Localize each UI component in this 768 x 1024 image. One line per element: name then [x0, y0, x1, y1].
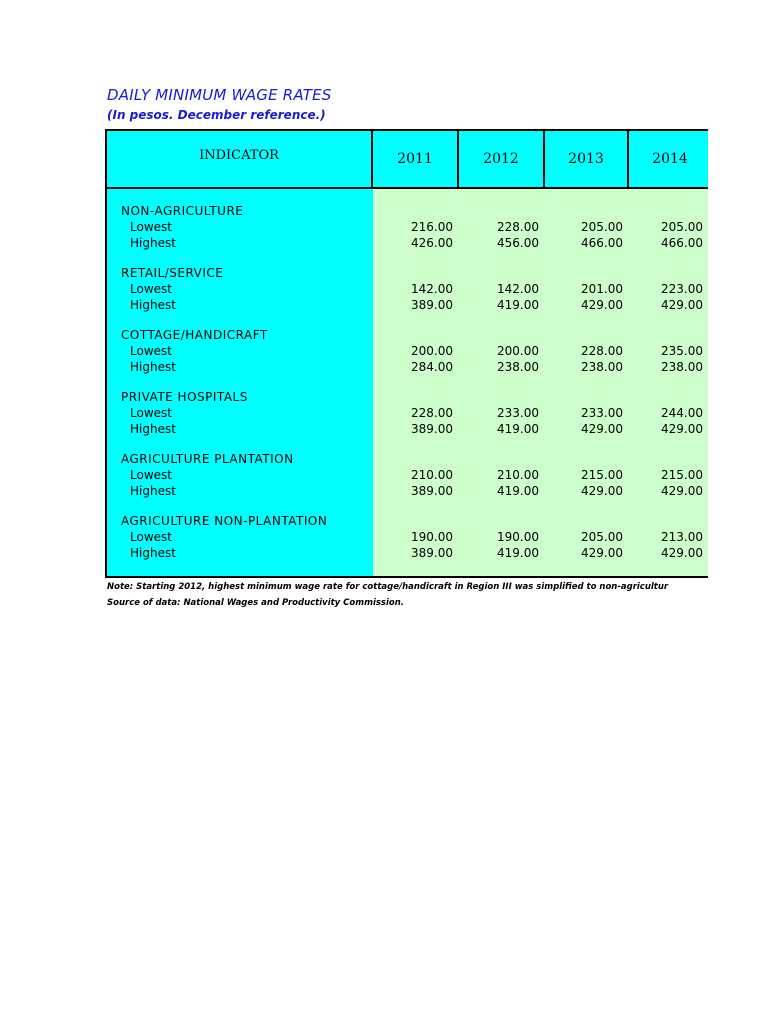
value-cell-2014: 429.00	[661, 483, 703, 498]
category-row	[105, 452, 708, 467]
value-cell-2011: 142.00	[411, 282, 453, 296]
wage-table	[105, 129, 708, 578]
value-cell-2013: 429.00	[581, 421, 623, 436]
table-row	[105, 236, 708, 251]
header-year-2011: 2011	[373, 129, 459, 189]
value-cell-2014: 429.00	[661, 421, 703, 436]
value-cell-2014: 215.00	[661, 468, 703, 482]
table-row	[105, 344, 708, 359]
table-row	[105, 298, 708, 313]
table-row	[105, 406, 708, 421]
value-cell-2013: 429.00	[581, 483, 623, 498]
value-cell-2012: 419.00	[497, 545, 539, 560]
row-label: Lowest	[130, 406, 172, 420]
category-row	[105, 328, 708, 343]
category-label: RETAIL/SERVICE	[121, 266, 224, 280]
table-row	[105, 422, 708, 437]
table-row	[105, 282, 708, 297]
value-cell-2012: 419.00	[497, 421, 539, 436]
value-cell-2011: 389.00	[411, 297, 453, 312]
value-cell-2013: 215.00	[581, 468, 623, 482]
value-cell-2012: 419.00	[497, 483, 539, 498]
row-label: Highest	[130, 235, 176, 250]
row-label: Highest	[130, 297, 176, 312]
category-row	[105, 390, 708, 405]
category-label: COTTAGE/HANDICRAFT	[121, 328, 268, 342]
category-row	[105, 514, 708, 529]
category-label: PRIVATE HOSPITALS	[121, 390, 248, 404]
value-cell-2012: 238.00	[497, 359, 539, 374]
row-label: Highest	[130, 359, 176, 374]
value-cell-2011: 284.00	[411, 359, 453, 374]
value-cell-2013: 228.00	[581, 344, 623, 358]
value-cell-2014: 213.00	[661, 530, 703, 544]
table-row	[105, 468, 708, 483]
value-cell-2011: 389.00	[411, 421, 453, 436]
value-cell-2011: 200.00	[411, 344, 453, 358]
row-label: Highest	[130, 483, 176, 498]
header-year-2014: 2014	[629, 129, 708, 189]
row-label: Lowest	[130, 530, 172, 544]
category-row	[105, 266, 708, 281]
table-row	[105, 220, 708, 235]
category-row	[105, 204, 708, 219]
value-cell-2011: 216.00	[411, 220, 453, 234]
value-cell-2014: 235.00	[661, 344, 703, 358]
value-cell-2014: 205.00	[661, 220, 703, 234]
table-title: DAILY MINIMUM WAGE RATES	[107, 86, 332, 104]
value-cell-2014: 429.00	[661, 545, 703, 560]
table-note: Note: Starting 2012, highest minimum wage rate for cottage/handicraft in Region III was simplified to non-agricultur	[107, 582, 669, 592]
row-label: Highest	[130, 545, 176, 560]
value-cell-2013: 238.00	[581, 359, 623, 374]
value-cell-2012: 456.00	[497, 235, 539, 250]
value-cell-2011: 228.00	[411, 406, 453, 420]
value-cell-2012: 210.00	[497, 468, 539, 482]
row-label: Lowest	[130, 468, 172, 482]
row-label: Lowest	[130, 344, 172, 358]
value-cell-2014: 244.00	[661, 406, 703, 420]
value-cell-2014: 466.00	[661, 235, 703, 250]
value-cell-2013: 205.00	[581, 530, 623, 544]
value-cell-2014: 238.00	[661, 359, 703, 374]
value-cell-2013: 205.00	[581, 220, 623, 234]
row-label: Lowest	[130, 220, 172, 234]
data-source: Source of data: National Wages and Productivity Commission.	[107, 598, 405, 608]
value-cell-2011: 190.00	[411, 530, 453, 544]
value-cell-2013: 429.00	[581, 297, 623, 312]
header-indicator: INDICATOR	[105, 129, 373, 189]
header-year-2013: 2013	[545, 129, 629, 189]
value-cell-2013: 429.00	[581, 545, 623, 560]
category-label: AGRICULTURE NON-PLANTATION	[121, 514, 328, 528]
table-subtitle: (In pesos. December reference.)	[107, 108, 326, 122]
table-row	[105, 530, 708, 545]
table-row	[105, 546, 708, 561]
row-label: Lowest	[130, 282, 172, 296]
row-label: Highest	[130, 421, 176, 436]
value-cell-2012: 228.00	[497, 220, 539, 234]
header-year-2012: 2012	[459, 129, 545, 189]
value-cell-2011: 389.00	[411, 483, 453, 498]
value-cell-2013: 233.00	[581, 406, 623, 420]
value-cell-2014: 223.00	[661, 282, 703, 296]
value-cell-2011: 389.00	[411, 545, 453, 560]
category-label: AGRICULTURE PLANTATION	[121, 452, 294, 466]
value-cell-2012: 233.00	[497, 406, 539, 420]
table-row	[105, 484, 708, 499]
value-cell-2011: 426.00	[411, 235, 453, 250]
value-cell-2012: 190.00	[497, 530, 539, 544]
category-label: NON-AGRICULTURE	[121, 204, 244, 218]
table-bottom-border	[105, 576, 708, 578]
value-cell-2013: 466.00	[581, 235, 623, 250]
value-cell-2012: 200.00	[497, 344, 539, 358]
value-cell-2012: 142.00	[497, 282, 539, 296]
table-row	[105, 360, 708, 375]
value-cell-2013: 201.00	[581, 282, 623, 296]
value-cell-2011: 210.00	[411, 468, 453, 482]
value-cell-2012: 419.00	[497, 297, 539, 312]
value-cell-2014: 429.00	[661, 297, 703, 312]
